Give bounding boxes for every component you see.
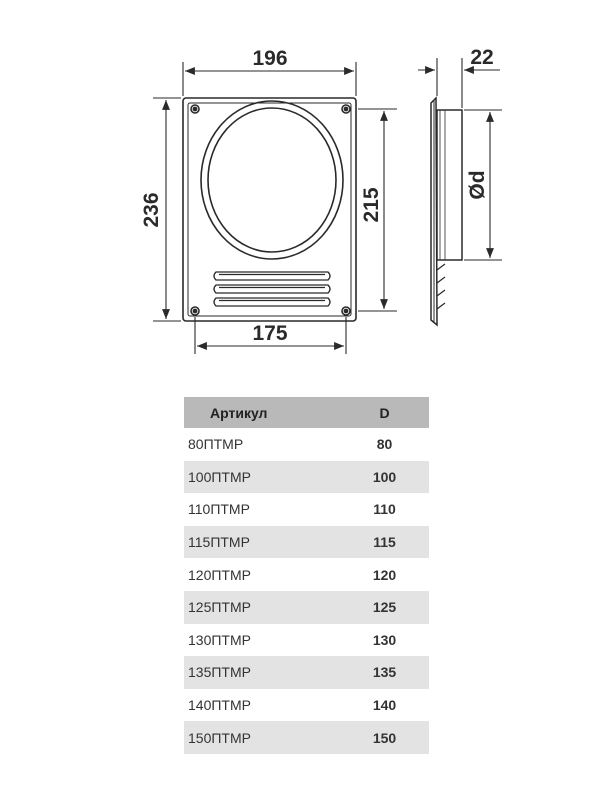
- table-row: [184, 721, 429, 754]
- spec-table: [184, 397, 429, 754]
- cell-d: 100: [350, 461, 429, 494]
- table-row: [184, 624, 429, 657]
- table-row: [184, 428, 429, 461]
- cell-article: 130ПТМР: [188, 631, 251, 648]
- table-row: [184, 493, 429, 526]
- table-row: [184, 461, 429, 494]
- table-row: [184, 558, 429, 591]
- cell-d: 125: [350, 591, 429, 624]
- cell-article: 115ПТМР: [184, 526, 350, 559]
- louvres: [214, 272, 330, 306]
- dim-215-label: 215: [360, 187, 383, 223]
- dim-175-label: 175: [252, 322, 288, 345]
- dim-22-label: 22: [470, 46, 494, 69]
- cell-article: 80ПТМР: [188, 436, 244, 453]
- cell-d: 130: [372, 631, 397, 648]
- cell-article: 140ПТМР: [188, 697, 251, 714]
- front-view: [183, 98, 356, 321]
- table-row: [184, 526, 429, 559]
- plate-inner-border: [188, 103, 351, 316]
- dim-236-label: 236: [140, 192, 163, 228]
- cell-article: 150ПТМР: [184, 721, 350, 754]
- table-header-row: [184, 397, 429, 428]
- side-louvres: [437, 264, 445, 309]
- side-view: [431, 98, 462, 325]
- screw-holes: [191, 105, 350, 315]
- cell-d: 140: [372, 697, 397, 714]
- dim-diameter-label: Ød: [466, 170, 489, 200]
- cell-article: 135ПТМР: [184, 656, 350, 689]
- cell-article: 110ПТМР: [188, 501, 250, 518]
- side-collar: [437, 110, 462, 260]
- cell-d: 150: [350, 721, 429, 754]
- cell-d: 110: [373, 501, 396, 518]
- cell-article: 120ПТМР: [188, 566, 251, 583]
- cell-d: 120: [372, 566, 397, 583]
- table-row: [184, 656, 429, 689]
- header-d: D: [350, 397, 429, 428]
- table-row: [184, 591, 429, 624]
- header-article: Артикул: [184, 397, 350, 428]
- duct-opening-outer: [201, 101, 343, 259]
- dim-196-label: 196: [252, 47, 288, 70]
- cell-d: 135: [350, 656, 429, 689]
- technical-drawing: [0, 0, 600, 380]
- duct-opening-inner: [208, 108, 336, 252]
- cell-d: 80: [376, 436, 393, 453]
- cell-article: 100ПТМР: [184, 461, 350, 494]
- table-row: [184, 689, 429, 722]
- cell-article: 125ПТМР: [184, 591, 350, 624]
- cell-d: 115: [350, 526, 429, 559]
